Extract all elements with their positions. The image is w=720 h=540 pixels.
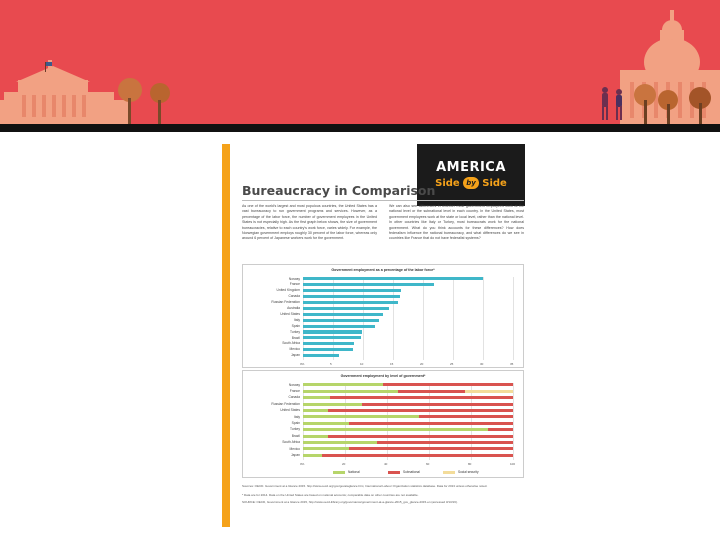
chart2-bar-segment-subnational: [377, 441, 514, 444]
chart2-category-label: Turkey: [290, 427, 300, 432]
chart2-category-label: United States: [280, 408, 300, 413]
chart2-bar-segment-subnational: [383, 383, 513, 386]
chart2-category-label: Canada: [288, 395, 300, 400]
chart1-category-label: Spain: [291, 323, 300, 328]
chart1-x-tick-label: 35: [510, 361, 514, 366]
chart1-category-label: Australia: [287, 306, 300, 310]
chart2-plot: [243, 371, 523, 477]
title-rule: [242, 200, 524, 201]
chart2-bar-segment-national: [303, 428, 488, 431]
chart2-bar-segment-national: [303, 435, 328, 438]
capitol-skyline-illustration: [0, 0, 720, 124]
chart2-x-tick-label: 20: [342, 461, 346, 466]
chart2-bar-segment-national: [303, 396, 330, 399]
chart1-gridline: [423, 277, 424, 360]
chart2-bar-segment-subnational: [398, 390, 465, 393]
chart2-bar-segment-subnational: [419, 415, 514, 418]
chart1-x-tick-label: 15: [390, 361, 394, 366]
chart1-x-tick-label: 5: [330, 361, 332, 366]
chart1-bar: [303, 348, 353, 351]
chart2-bar-segment-subnational: [330, 396, 513, 399]
chart2-bar-segment-national: [303, 390, 398, 393]
chart1-bar: [303, 319, 379, 322]
chart2-x-tick-label: 60: [426, 461, 430, 466]
chart1-bar: [303, 295, 400, 298]
chart2-bar-segment-national: [303, 415, 419, 418]
chart1-title: Government employment as a percentage of the labor force*: [331, 268, 435, 272]
chart2-bar-segment-subnational: [362, 403, 513, 406]
document-thumbnail: [222, 144, 527, 527]
chart1-bar: [303, 336, 361, 339]
chart1-category-label: Norway: [288, 276, 300, 281]
chart2-x-tick-label: 80: [468, 461, 472, 466]
chart2-category-label: Japan: [291, 452, 300, 457]
legend-swatch: [388, 471, 400, 474]
chart1-category-label: Italy: [293, 317, 300, 322]
chart1-x-tick-label: 20: [420, 361, 424, 366]
chart2-category-label: Mexico: [289, 446, 300, 451]
chart1-x-tick-label: 25: [450, 361, 454, 366]
chart2-category-label: Brazil: [291, 433, 300, 438]
intro-right-column: We can also see differences in whether most government employees work at the national level or the subnational level in each country. In the United States, most government employees work at the state or local level, rather than the national level. In other countries like Italy or Turkey, most bureaucrats work for the national government. What do you think accounts for these differences? How does federalism influence the national bureaucracy, and what differences do we see in countries like France that do not have federalist systems?: [389, 204, 524, 241]
logo-line-1: AMERICA: [436, 160, 506, 175]
chart1-gridline: [483, 277, 484, 360]
chart1-bar: [303, 330, 362, 333]
chart2-bar-segment-subnational: [328, 435, 513, 438]
chart-government-employment: [242, 264, 524, 368]
chart1-gridline: [513, 277, 514, 360]
intro-left-column: As one of the world's largest and most populous countries, the United States has a vast bureaucracy to run government programs and services. However, as a percentage of the labor force, the number of government employees in the United States is not especially high. As the first graph below shows, the size of government bureaucracies, relative to each country's work force, varies widely. For example, the Norwegian government employs roughly 30 percent of the labor force, whereas only around 6 percent of Japanese workers work for the government.: [242, 204, 377, 241]
chart1-category-label: Turkey: [290, 329, 300, 334]
chart1-plot: [243, 265, 523, 367]
chart2-legend: [243, 469, 523, 477]
chart2-bar-segment-national: [303, 441, 377, 444]
chart1-gridline: [453, 277, 454, 360]
chart1-category-label: Canada: [288, 294, 300, 299]
chart1-bar: [303, 283, 434, 286]
chart1-bar: [303, 313, 383, 316]
legend-label: Subnational: [403, 470, 420, 474]
chart1-category-label: Brazil: [291, 335, 300, 340]
chart2-bar-segment-national: [303, 409, 328, 412]
chart2-bar-segment-national: [303, 383, 383, 386]
chart1-category-label: Japan: [291, 353, 300, 358]
legend-label: Social security: [458, 470, 479, 474]
chart1-bar: [303, 342, 354, 345]
chart2-category-label: Norway: [288, 382, 300, 387]
document-title: Bureaucracy in Comparison: [242, 183, 436, 198]
footnote-3: SOURCE: OECD, Government at a Glance 2015, http://www.oecd-ilibrary.org/governance/government-at-a-glance-2015_gov_glance-2015-en (accessed 3/13/16).: [242, 500, 458, 504]
chart2-bar-segment-national: [303, 447, 349, 450]
chart2-gridline: [513, 383, 514, 460]
chart1-bar: [303, 301, 398, 304]
chart1-category-label: Mexico: [289, 347, 300, 352]
chart1-category-label: South Africa: [282, 341, 300, 346]
chart2-category-label: Italy: [293, 414, 300, 419]
chart2-legend-item: [333, 470, 360, 474]
footnote-1: Sources: OECD. Government at a Glance 2015. http://www.oecd.org/gov/govataglance.htm; International Labour Organization statistics database. Data for 2013 unless otherwise noted.: [242, 484, 488, 488]
chart1-bar: [303, 354, 339, 357]
chart1-bar: [303, 307, 389, 310]
chart1-bar: [303, 277, 483, 280]
logo-side-2: Side: [482, 178, 507, 189]
chart1-bar: [303, 289, 401, 292]
footnote-2: * Data are for 2014. Data on the United States are based on national accounts; comparable data on other countries are not available.: [242, 493, 419, 497]
chart2-x-tick-label: 100: [510, 461, 516, 466]
chart2-bar-segment-subnational: [349, 422, 513, 425]
chart1-bar: [303, 325, 375, 328]
chart2-category-label: Spain: [291, 420, 300, 425]
chart2-bar-segment-subnational: [349, 447, 513, 450]
chart1-category-label: United States: [280, 311, 300, 316]
chart2-bar-segment-national: [303, 454, 322, 457]
chart-employment-by-level: [242, 370, 524, 478]
chart2-bar-segment-subnational: [328, 409, 513, 412]
chart1-x-tick-label: 30: [480, 361, 484, 366]
chart2-bar-segment-national: [303, 422, 349, 425]
chart2-category-label: South Africa: [282, 440, 300, 445]
document-page: [230, 144, 527, 527]
chart1-category-label: Russian Federation: [271, 300, 300, 305]
chart2-bar-segment-subnational: [488, 428, 513, 431]
chart2-legend-item: [388, 470, 420, 474]
legend-label: National: [348, 470, 360, 474]
chart2-bar-segment-social-security: [465, 390, 513, 393]
header-banner: [0, 0, 720, 124]
chart2-legend-item: [443, 470, 479, 474]
chart2-bar-segment-national: [303, 403, 362, 406]
chart1-category-label: United Kingdom: [276, 288, 300, 293]
logo-by: by: [463, 177, 479, 189]
chart2-category-label: France: [289, 388, 300, 393]
chart2-category-label: Russian Federation: [271, 401, 300, 406]
legend-swatch: [333, 471, 345, 474]
chart1-x-tick-label: 0%: [300, 361, 305, 366]
legend-swatch: [443, 471, 455, 474]
chart1-x-tick-label: 10: [360, 361, 364, 366]
logo-side-1: Side: [435, 178, 460, 189]
chart1-category-label: France: [289, 282, 300, 287]
header-divider: [0, 124, 720, 132]
chart2-bar-segment-subnational: [322, 454, 513, 457]
chart2-x-tick-label: 40: [384, 461, 388, 466]
chart2-x-tick-label: 0%: [300, 461, 305, 466]
chart2-title: Government employment by level of government*: [340, 374, 426, 378]
